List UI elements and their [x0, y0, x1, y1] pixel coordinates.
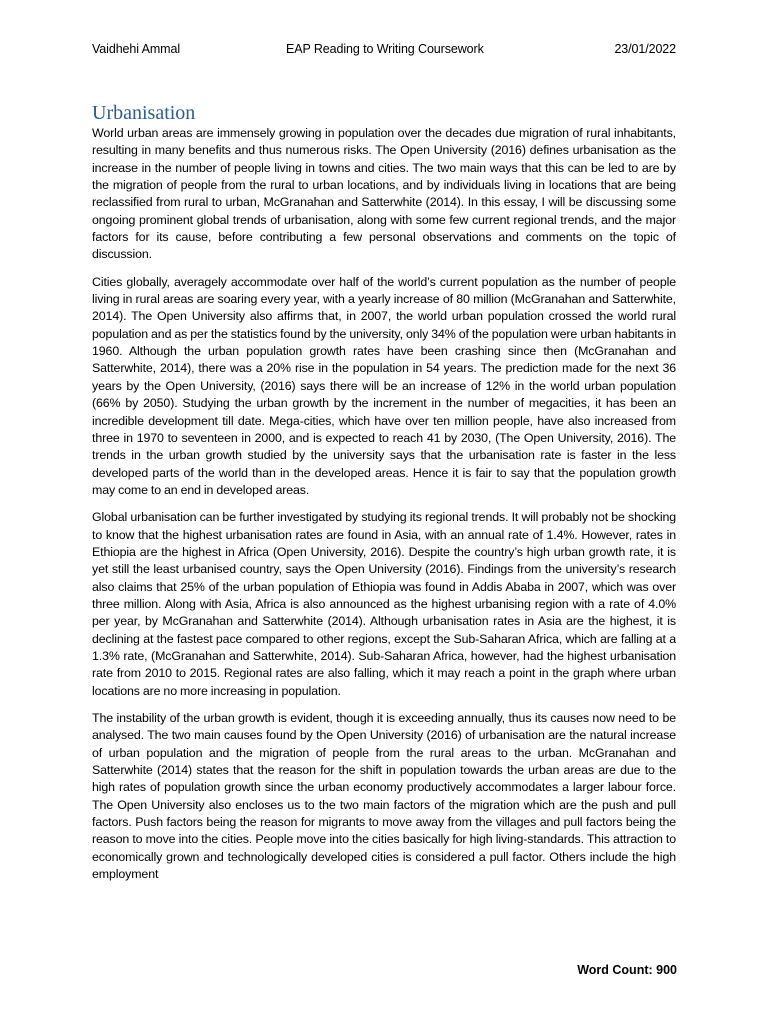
paragraph-2: Cities globally, averagely accommodate over half of the world’s current population as the number of people living in rural areas are soaring every year, with a yearly increase of 80 million (McGranahan and Satterwhite, 2014). The Open University also affirms that, in 2007, the world urban population crossed the world rural population and as per the statistics found by the university, only 34% of the population were urban habitants in 1960. Although the urban population growth rates have been crashing since then (McGranahan and Satterwhite, 2014), there was a 20% rise in the population in 54 years. The prediction made for the next 36 years by the Open University, (2016) says there will be an increase of 12% in the world urban population (66% by 2050). Studying the urban growth by the increment in the number of megacities, it has been an incredible development till date. Mega-cities, which have over ten million people, have also increased from three in 1970 to seventeen in 2000, and is expected to reach 41 by 2030, (The Open University, 2016). The trends in the urban growth studied by the university says that the urbanisation rate is faster in the less developed parts of the world than in the developed areas. Hence it is fair to say that the population growth may come to an end in developed areas.: [92, 274, 676, 497]
paragraph-1: World urban areas are immensely growing in population over the decades due migration of rural inhabitants, resulting in many benefits and thus numerous risks. The Open University (2016) defines urbanisation as the increase in the number of people living in towns and cities. The two main ways that this can be led to are by the migration of people from the rural to urban locations, and by individuals living in locations that are being reclassified from rural to urban, McGranahan and Satterwhite (2014). In this essay, I will be discussing some ongoing prominent global trends of urbanisation, along with some few current regional trends, and the major factors for its cause, before contributing a few personal observations and comments on the topic of discussion.: [92, 126, 676, 262]
header-course-title: EAP Reading to Writing Coursework: [286, 42, 484, 56]
document-body: [92, 125, 676, 893]
paragraph-3: Global urbanisation can be further investigated by studying its regional trends. It will probably not be shocking to know that the highest urbanisation rates are found in Asia, with an annual rate of 1.4%. However, rates in Ethiopia are the highest in Africa (Open University, 2016). Despite the country’s high urban growth rate, it is yet still the least urbanised country, says the Open University (2016). Findings from the university’s research also claims that 25% of the urban population of Ethiopia was found in Addis Ababa in 2007, which was over three million. Along with Asia, Africa is also announced as the highest urbanising region with a rate of 4.0% per year, by McGranahan and Satterwhite (2014). Although urbanisation rates in Asia are the highest, it is declining at the fastest pace compared to other regions, except the Sub-Saharan Africa, which are falling at a 1.3% rate, (McGranahan and Satterwhite, 2014). Sub-Saharan Africa, however, had the highest urbanisation rate from 2010 to 2015. Regional rates are also falling, which it may reach a point in the graph where urban locations are no more increasing in population.: [92, 510, 676, 698]
word-count: Word Count: 900: [577, 963, 677, 977]
document-title: Urbanisation: [92, 102, 196, 124]
paragraph-4: The instability of the urban growth is evident, though it is exceeding annually, thus its causes now need to be analysed. The two main causes found by the Open University (2016) of urbanisation are the natural increase of urban population and the migration of people from the rural areas to the urban. McGranahan and Satterwhite (2014) states that the reason for the shift in population towards the urban areas are due to the high rates of population growth since the urban economy productively accommodates a larger labour force. The Open University also encloses us to the two main factors of the migration which are the push and pull factors. Push factors being the reason for migrants to move away from the villages and pull factors being the reason to move into the cities. People move into the cities basically for high living-standards. This attraction to economically grown and technologically developed cities is considered a pull factor. Others include the high employment: [92, 711, 676, 882]
header-author: Vaidhehi Ammal: [92, 42, 180, 56]
page-header: [92, 42, 676, 60]
header-date: 23/01/2022: [614, 42, 676, 56]
